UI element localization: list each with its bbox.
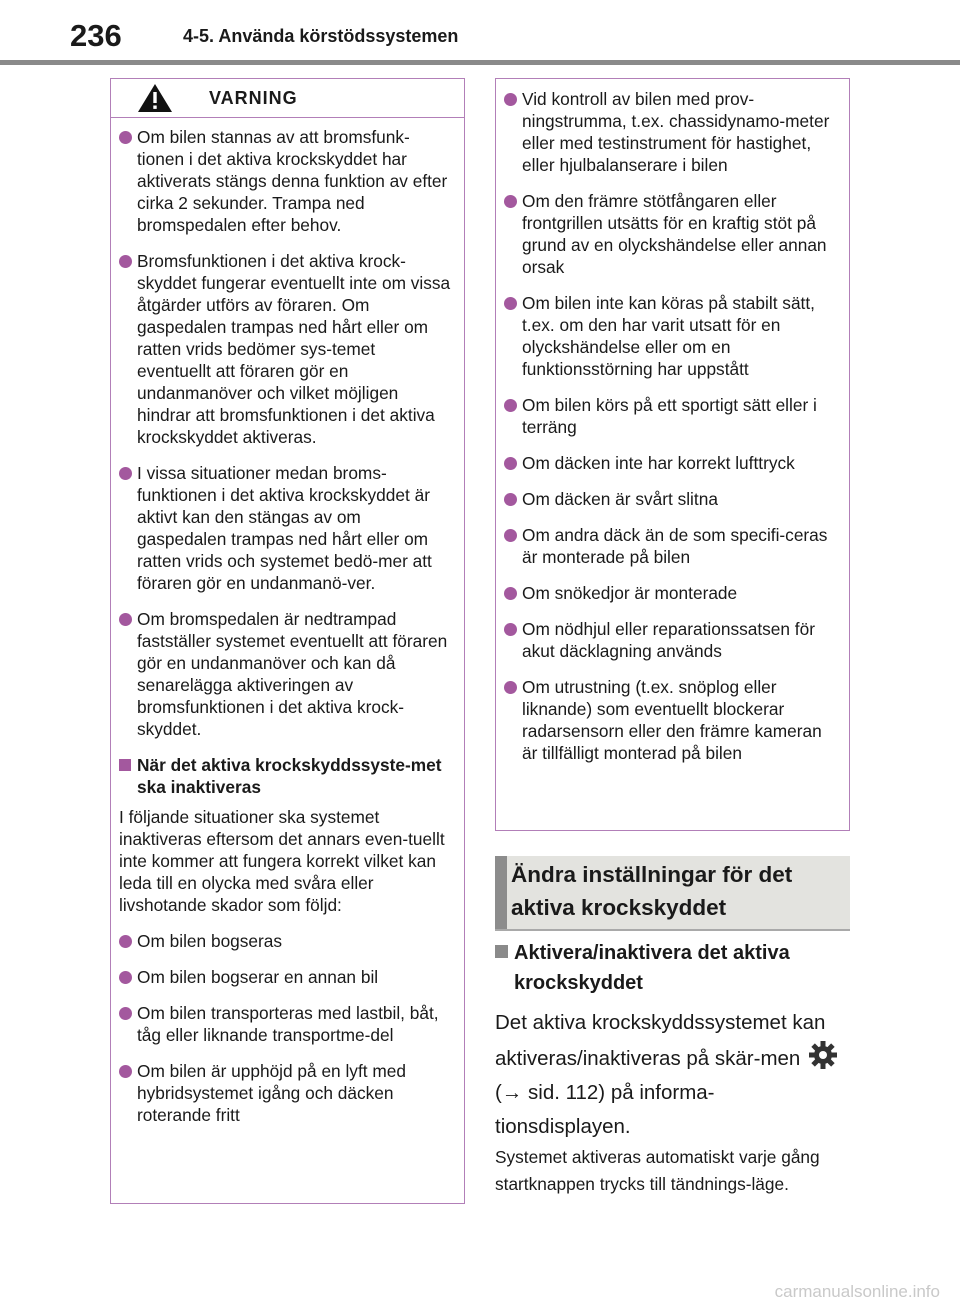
- list-item: I vissa situationer medan broms-funktionen i det aktiva krockskyddet är aktivt kan den stängas av om gaspedalen trampas ned hårt eller om ratten vrids och systemet bedö-mer att föraren gör en undanmanö-ver.: [119, 462, 452, 594]
- list-item: Om utrustning (t.ex. snöplog eller liknande) som eventuellt blockerar radarsensorn eller den främre kameran är tillfälligt monterad på bilen: [504, 676, 837, 764]
- bullet-dot-icon: [119, 1065, 132, 1078]
- page-number: 236: [70, 18, 122, 53]
- header-divider: [0, 60, 960, 65]
- bullet-dot-icon: [119, 255, 132, 268]
- settings-paragraph: Det aktiva krockskyddssystemet kan aktiveras/inaktiveras på skär-men (→ sid. 112) på informa-tionsdisplayen.: [495, 1006, 850, 1144]
- section-heading: Ändra inställningar för det aktiva krockskyddet: [511, 862, 793, 920]
- warning-paragraph: I följande situationer ska systemet inaktiveras eftersom det annars even-tuellt inte kommer att fungera korrekt vilket kan leda till en olycka med svåra eller livshotande skador som följd:: [119, 807, 445, 915]
- list-item: Om bilen är upphöjd på en lyft med hybridsystemet igång och däcken roterande fritt: [119, 1060, 452, 1126]
- list-item: Bromsfunktionen i det aktiva krock-skyddet fungerar eventuellt inte om vissa åtgärder utförs av föraren. Om gaspedalen trampas ned hårt eller om ratten vrids bedömer sys-temet eventuellt att föraren gör en undanmanöver och vilket möjligen hindrar att bromsfunktionen i det aktiva krockskyddet aktiveras.: [119, 250, 452, 448]
- warning-subheading: När det aktiva krockskyddssyste-met ska inaktiveras: [119, 754, 452, 798]
- gear-icon: [808, 1040, 838, 1070]
- list-item: Om däcken är svårt slitna: [504, 488, 837, 510]
- warning-body: [111, 118, 464, 1126]
- list-item: Om bromspedalen är nedtrampad fastställer systemet eventuellt att föraren gör en undanmanöver och kan då senarelägga aktiveringen av bromsfunktionen i det aktiva krock-skyddet.: [119, 608, 452, 740]
- bullet-dot-icon: [119, 613, 132, 626]
- bullet-dot-icon: [504, 623, 517, 636]
- square-bullet-icon: [495, 945, 508, 958]
- list-item: Om nödhjul eller reparationssatsen för akut däcklagning används: [504, 618, 837, 662]
- bullet-dot-icon: [504, 93, 517, 106]
- bullet-dot-icon: [119, 131, 132, 144]
- watermark: carmanualsonline.info: [774, 1282, 940, 1301]
- warning-triangle-icon: [137, 83, 173, 113]
- bullet-dot-icon: [119, 1007, 132, 1020]
- settings-subheading: Aktivera/inaktivera det aktiva krockskyddet: [495, 938, 850, 998]
- bullet-dot-icon: [504, 681, 517, 694]
- bullet-dot-icon: [119, 935, 132, 948]
- square-bullet-icon: [119, 759, 131, 771]
- list-item: Om bilen körs på ett sportigt sätt eller i terräng: [504, 394, 837, 438]
- list-item: Om däcken inte har korrekt lufttryck: [504, 452, 837, 474]
- bullet-dot-icon: [119, 971, 132, 984]
- bullet-dot-icon: [119, 467, 132, 480]
- list-item: Om bilen transporteras med lastbil, båt, tåg eller liknande transportme-del: [119, 1002, 452, 1046]
- list-item: Om den främre stötfångaren eller frontgrillen utsätts för en kraftig stöt på grund av en olyckshändelse eller annan orsak: [504, 190, 837, 278]
- warning-box: [110, 78, 465, 1204]
- chapter-title: 4-5. Använda körstödssystemen: [183, 26, 459, 46]
- bullet-dot-icon: [504, 587, 517, 600]
- bullet-dot-icon: [504, 399, 517, 412]
- warning-header: [111, 79, 464, 118]
- list-item: Vid kontroll av bilen med prov-ningstrumma, t.ex. chassidynamo-meter eller med testinstrument för hastighet, eller hjulbalanserare i bilen: [504, 88, 837, 176]
- bullet-dot-icon: [504, 493, 517, 506]
- bullet-dot-icon: [504, 529, 517, 542]
- section-heading-band: [495, 856, 850, 931]
- list-item: Om bilen bogserar en annan bil: [119, 966, 452, 988]
- list-item: Om andra däck än de som specifi-ceras är monterade på bilen: [504, 524, 837, 568]
- section-heading-bar: [495, 856, 507, 929]
- warning-title: VARNING: [209, 87, 298, 108]
- bullet-dot-icon: [504, 195, 517, 208]
- list-item: Om bilen stannas av att bromsfunk-tionen i det aktiva krockskyddet har aktiverats stängs denna funktion av efter cirka 2 sekunder. Trampa ned bromspedalen efter behov.: [119, 126, 452, 236]
- settings-note: Systemet aktiveras automatiskt varje gång startknappen trycks till tändnings-läge.: [495, 1147, 820, 1194]
- warning-box-continued: [495, 78, 850, 831]
- bullet-dot-icon: [504, 457, 517, 470]
- bullet-dot-icon: [504, 297, 517, 310]
- list-item: Om snökedjor är monterade: [504, 582, 837, 604]
- list-item: Om bilen inte kan köras på stabilt sätt, t.ex. om den har varit utsatt för en olyckshändelse eller om en funktionsstörning har uppstått: [504, 292, 837, 380]
- list-item: Om bilen bogseras: [119, 930, 452, 952]
